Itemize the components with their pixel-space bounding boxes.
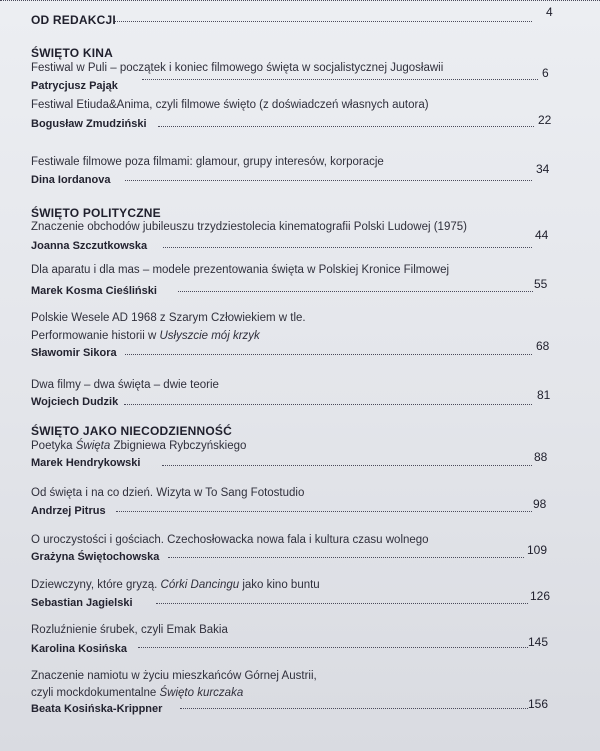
- editorial-heading: OD REDAKCJI: [31, 13, 116, 27]
- toc-entry-author: Andrzej Pitrus: [31, 505, 106, 517]
- section-heading-swieto-jako-niecodziennosc: ŚWIĘTO JAKO NIECODZIENNOŚĆ: [31, 424, 232, 438]
- toc-entry-title: Znaczenie obchodów jubileuszu trzydziestolecia kinematografii Polski Ludowej (1975): [31, 221, 467, 233]
- leader-dots: [168, 557, 524, 558]
- page-number: 44: [535, 228, 549, 242]
- toc-entry-title: Poetyka Święta Zbigniewa Rybczyńskiego: [31, 440, 247, 452]
- toc-entry-title: Festiwal w Puli – początek i koniec filmowego święta w socjalistycznej Jugosławii: [31, 62, 444, 74]
- leader-dots: [115, 21, 532, 22]
- page-number: 88: [534, 450, 548, 464]
- page-number: 156: [528, 697, 549, 711]
- toc-entry-title: O uroczystości i gościach. Czechosłowacka nowa fala i kultura czasu wolnego: [31, 534, 429, 546]
- leader-dots: [124, 404, 532, 405]
- page-number: 6: [542, 66, 549, 80]
- toc-entry-author: Sebastian Jagielski: [31, 597, 133, 609]
- toc-entry-title: Dla aparatu i dla mas – modele prezentowania święta w Polskiej Kronice Filmowej: [31, 264, 450, 276]
- toc-entry-author: Wojciech Dudzik: [31, 396, 119, 408]
- toc-entry-title: Rozluźnienie śrubek, czyli Emak Bakia: [31, 624, 228, 636]
- section-heading-swieto-kina: ŚWIĘTO KINA: [31, 46, 113, 60]
- leader-dots: [158, 126, 534, 127]
- toc-entry-title: Festiwale filmowe poza filmami: glamour, grupy interesów, korporacje: [31, 156, 384, 168]
- leader-dots: [162, 465, 532, 466]
- toc-entry-title: Dziewczyny, które gryzą. Córki Dancingu jako kino buntu: [31, 579, 320, 591]
- toc-entry-author: Beata Kosińska-Krippner: [31, 703, 163, 715]
- leader-dots: [142, 79, 538, 80]
- page-number: 55: [534, 277, 548, 291]
- page-number: 81: [537, 388, 551, 402]
- toc-entry-subtitle: Performowanie historii w Usłyszcie mój krzyk: [31, 330, 260, 342]
- toc-entry-author: Grażyna Świętochowska: [31, 551, 160, 563]
- top-dotted-rule: [0, 0, 600, 1]
- toc-entry-author: Patrycjusz Pająk: [31, 80, 118, 92]
- leader-dots: [125, 354, 532, 355]
- toc-entry-subtitle: czyli mockdokumentalne Święto kurczaka: [31, 687, 244, 699]
- page-number: 145: [528, 635, 549, 649]
- toc-entry-author: Dina Iordanova: [31, 174, 111, 186]
- toc-entry-title: Od święta i na co dzień. Wizyta w To Sang Fotostudio: [31, 487, 305, 499]
- leader-dots: [116, 511, 532, 512]
- leader-dots: [180, 708, 528, 709]
- toc-entry-title: Polskie Wesele AD 1968 z Szarym Człowiekiem w tle.: [31, 312, 306, 324]
- leader-dots: [156, 603, 528, 604]
- toc-entry-title: Dwa filmy – dwa święta – dwie teorie: [31, 379, 219, 391]
- page-number: 126: [530, 589, 551, 603]
- toc-entry-title: Festiwal Etiuda&Anima, czyli filmowe święto (z doświadczeń własnych autora): [31, 99, 429, 111]
- leader-dots: [138, 647, 528, 648]
- page-number: 109: [527, 543, 548, 557]
- toc-entry-author: Joanna Szczutkowska: [31, 240, 148, 252]
- toc-entry-author: Marek Hendrykowski: [31, 457, 141, 469]
- page-number: 98: [533, 497, 547, 511]
- toc-entry-title: Znaczenie namiotu w życiu mieszkańców Górnej Austrii,: [31, 670, 317, 682]
- page-number: 34: [536, 162, 550, 176]
- toc-entry-author: Sławomir Sikora: [31, 347, 117, 359]
- page-number: 4: [546, 5, 553, 19]
- leader-dots: [178, 291, 533, 292]
- section-heading-swieto-polityczne: ŚWIĘTO POLITYCZNE: [31, 206, 161, 220]
- toc-entry-author: Marek Kosma Cieśliński: [31, 285, 157, 297]
- toc-entry-author: Karolina Kosińska: [31, 643, 127, 655]
- page-number: 68: [536, 339, 550, 353]
- leader-dots: [125, 180, 532, 181]
- page-number: 22: [538, 113, 552, 127]
- toc-entry-author: Bogusław Zmudziński: [31, 118, 147, 130]
- leader-dots: [163, 247, 532, 248]
